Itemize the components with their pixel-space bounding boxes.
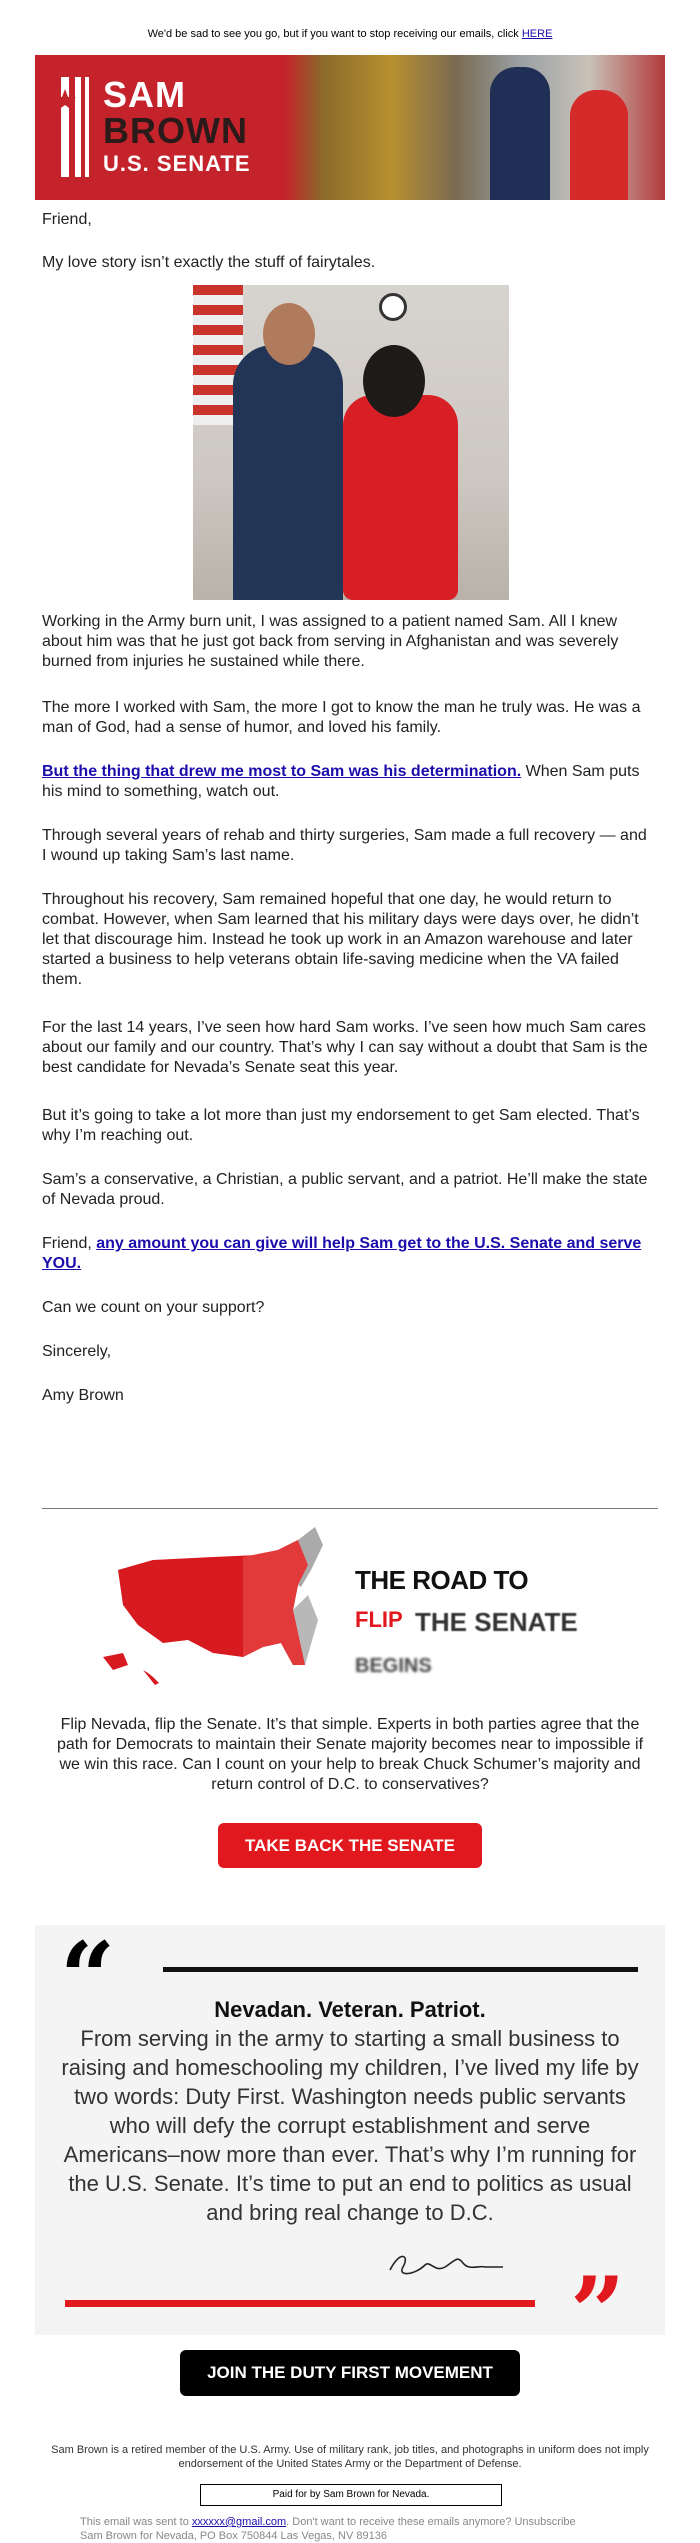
banner-name-last: BROWN bbox=[103, 110, 248, 151]
letter-paragraph: Working in the Army burn unit, I was assigned to a patient named Sam. All I knew about him was that he just got back from serving in Afghanistan and was severely burned from injuries he sustained while there. bbox=[42, 613, 619, 670]
banner-name-first: SAM bbox=[103, 74, 186, 115]
letter-paragraph: My love story isn’t exactly the stuff of fairytales. bbox=[42, 254, 376, 271]
letter-paragraph: But it’s going to take a lot more than just my endorsement to get Sam elected. That’s why I’m reaching out. bbox=[42, 1107, 640, 1144]
paid-for-box: Paid for by Sam Brown for Nevada. bbox=[200, 2484, 502, 2506]
signature-icon bbox=[385, 2245, 505, 2285]
unsubscribe-notice bbox=[0, 28, 700, 40]
map-title-flip: FLIP bbox=[355, 1607, 403, 1632]
letter-paragraph: Sincerely, bbox=[42, 1343, 112, 1360]
letter-paragraph bbox=[42, 762, 652, 802]
banner-office: U.S. SENATE bbox=[103, 151, 251, 176]
flip-senate-map-image[interactable] bbox=[93, 1525, 605, 1695]
letter-paragraph: For the last 14 years, I’ve seen how hard Sam works. I’ve seen how much Sam cares about our family and our country. That’s why I can say without a doubt that Sam is the best candidate for Nevada’s Senate seat this year. bbox=[42, 1019, 648, 1076]
letter-paragraph: Sam’s a conservative, a Christian, a public servant, and a patriot. He’ll make the state of Nevada proud. bbox=[42, 1171, 648, 1208]
military-disclaimer: Sam Brown is a retired member of the U.S. Army. Use of military rank, job titles, and photographs in uniform does not imply endorsement of the United States Army or the Department of Defense. bbox=[51, 2444, 649, 2470]
us-map-icon bbox=[93, 1525, 343, 1695]
paragraph-text: Friend, bbox=[42, 1235, 97, 1252]
greeting: Friend, bbox=[42, 211, 92, 228]
letter-paragraph: Throughout his recovery, Sam remained hopeful that one day, he would return to combat. However, when Sam learned that his military days were days over, he didn’t let that discourage him. Instead he took up work in an Amazon warehouse and later started a business to help veterans obtain life-saving medicine when the VA failed them. bbox=[42, 891, 639, 988]
recipient-email-link[interactable]: xxxxxx@gmail.com bbox=[191, 2516, 287, 2528]
unsubscribe-text: We'd be sad to see you go, but if you want to stop receiving our emails, click bbox=[147, 28, 519, 40]
flip-nevada-paragraph: Flip Nevada, flip the Senate. It’s that simple. Experts in both parties agree that the path for Democrats to maintain their Senate majority becomes near to impossible if we win this race. Can I count on your help to break Chuck Schumer’s majority and return control of D.C. to conservatives? bbox=[56, 1716, 644, 1793]
open-quote-icon: “ bbox=[60, 1921, 116, 2034]
quote-red-rule bbox=[65, 2300, 535, 2307]
quote-heading: Nevadan. Veteran. Patriot. bbox=[214, 1997, 486, 2022]
quote-rule bbox=[163, 1967, 638, 1972]
close-quote-icon: ” bbox=[570, 2256, 626, 2369]
paragraph-text: When Sam puts his mind to something, watch out. bbox=[42, 763, 640, 800]
header-banner bbox=[35, 55, 665, 200]
campaign-logo-icon bbox=[57, 77, 89, 177]
join-movement-button[interactable]: JOIN THE DUTY FIRST MOVEMENT bbox=[180, 2350, 520, 2396]
footer-address: Sam Brown for Nevada, PO Box 750844 Las Vegas, NV 89136 bbox=[80, 2530, 387, 2542]
quote-block bbox=[35, 1921, 665, 2369]
map-title-senate: THE SENATE bbox=[415, 1607, 578, 1637]
section-divider bbox=[42, 1508, 658, 1509]
determination-link[interactable]: But the thing that drew me most to Sam was his determination. bbox=[42, 763, 522, 780]
letter-paragraph: Can we count on your support? bbox=[42, 1299, 265, 1316]
signature-name: Amy Brown bbox=[42, 1387, 124, 1404]
quote-body: From serving in the army to starting a small business to raising and homeschooling my children, I’ve lived my life by two words: Duty First. Washington needs public servants who will defy the corrupt establishment and serve Americans–now more than ever. That’s why I’m running for the U.S. Senate. It’s time to put an end to politics as usual and bring real change to D.C. bbox=[61, 2026, 639, 2225]
letter-paragraph: The more I worked with Sam, the more I got to know the man he truly was. He was a man of God, had a sense of humor, and loved his family. bbox=[42, 699, 641, 736]
couple-photo bbox=[193, 285, 509, 600]
map-title-begins: BEGINS bbox=[355, 1655, 432, 1677]
banner-photo bbox=[285, 55, 665, 200]
footer bbox=[80, 2515, 640, 2543]
letter-paragraph bbox=[42, 1234, 652, 1274]
footer-sent-to: This email was sent to bbox=[80, 2516, 192, 2528]
take-back-senate-button[interactable]: TAKE BACK THE SENATE bbox=[218, 1823, 482, 1868]
map-title-line1: THE ROAD TO bbox=[355, 1565, 529, 1595]
unsubscribe-link[interactable]: HERE bbox=[521, 28, 553, 40]
letter-paragraph: Through several years of rehab and thirty surgeries, Sam made a full recovery — and I wound up taking Sam’s last name. bbox=[42, 827, 647, 864]
footer-unsubscribe-text: . Don't want to receive these emails anymore? Unsubscribe bbox=[286, 2516, 576, 2528]
donate-link[interactable]: any amount you can give will help Sam get to the U.S. Senate and serve YOU. bbox=[42, 1235, 642, 1272]
quote-text bbox=[55, 1995, 645, 2227]
